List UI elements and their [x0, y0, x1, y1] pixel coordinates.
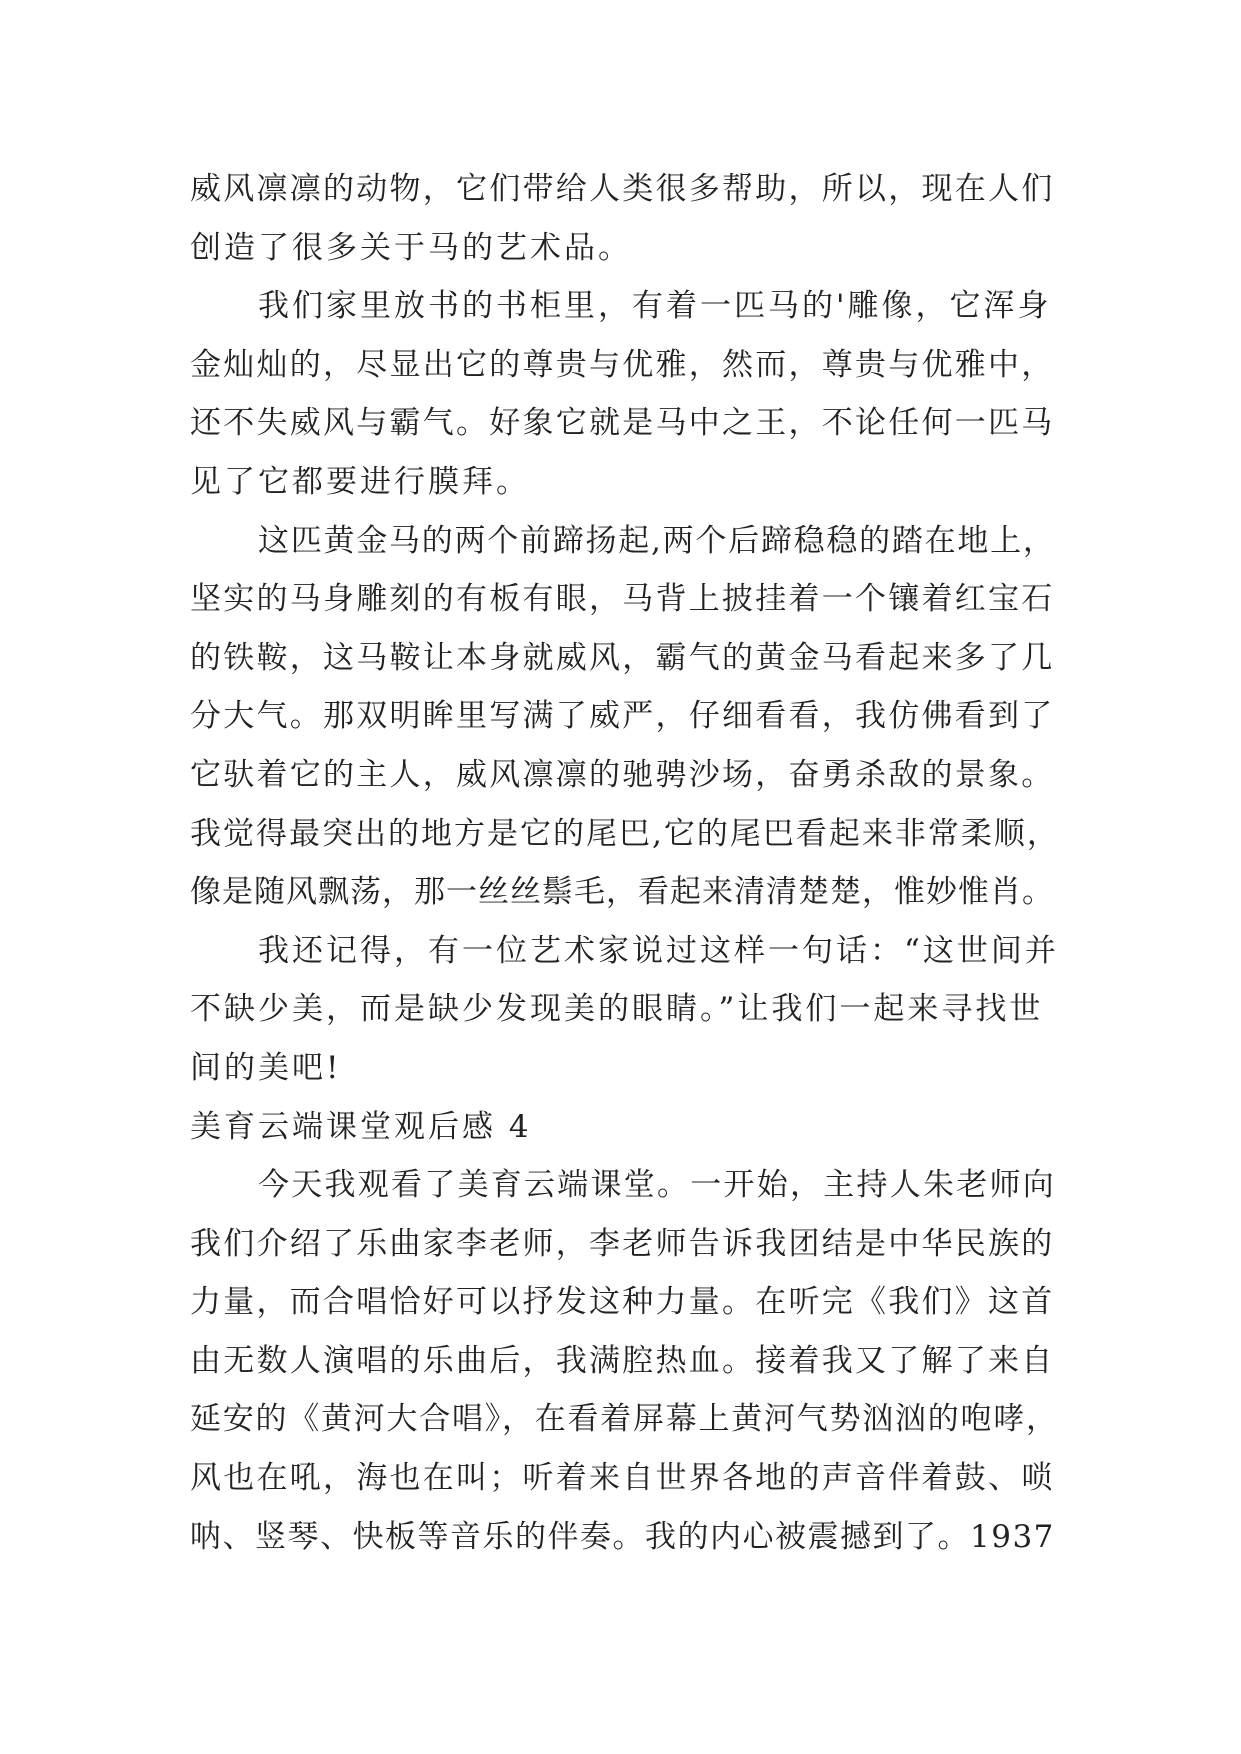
text-line: 见了它都要进行膜拜。 — [190, 463, 530, 500]
text-line: 创造了很多关于马的艺术品。 — [190, 229, 632, 266]
text-line: 威风凛凛的动物，它们带给人类很多帮助，所以，现在人们 — [190, 171, 1055, 207]
section-heading: 美育云端课堂观后感 4 — [190, 1108, 532, 1145]
text-line: 延安的《黄河大合唱》，在看着屏幕上黄河气势汹汹的咆哮， — [190, 1401, 1059, 1438]
document-body — [190, 160, 1060, 1566]
paragraph-start-line: 今天我观看了美育云端课堂。一开始，主持人朱老师向 — [258, 1167, 1056, 1204]
text-line: 金灿灿的，尽显出它的尊贵与优雅，然而，尊贵与优雅中， — [190, 346, 1055, 383]
text-line: 我们介绍了乐曲家李老师，李老师告诉我团结是中华民族的 — [190, 1225, 1055, 1262]
text-line: 不缺少美，而是缺少发现美的眼睛。”让我们一起来寻找世 — [190, 991, 1044, 1028]
text-line: 分大气。那双明眸里写满了威严，仔细看看，我仿佛看到了 — [190, 698, 1055, 735]
text-line: 坚实的马身雕刻的有板有眼，马背上披挂着一个镶着红宝石 — [190, 581, 1055, 618]
text-line: 由无数人演唱的乐曲后，我满腔热血。接着我又了解了来自 — [190, 1342, 1055, 1379]
text-line: 的铁鞍，这马鞍让本身就威风，霸气的黄金马看起来多了几 — [190, 639, 1055, 676]
paragraph-start-line: 我还记得，有一位艺术家说过这样一句话：“这世间并 — [258, 932, 1059, 969]
text-line: 力量，而合唱恰好可以抒发这种力量。在听完《我们》这首 — [190, 1284, 1055, 1321]
text-line: 像是随风飘荡，那一丝丝鬃毛，看起来清清楚楚，惟妙惟肖。 — [190, 874, 1054, 911]
text-line: 我觉得最突出的地方是它的尾巴,它的尾巴看起来非常柔顺， — [190, 815, 1060, 852]
text-line: 风也在吼，海也在叫；听着来自世界各地的声音伴着鼓、唢 — [190, 1460, 1055, 1497]
text-line: 还不失威风与霸气。好象它就是马中之王，不论任何一匹马 — [190, 405, 1055, 442]
text-line: 它驮着它的主人，威风凛凛的驰骋沙场，奋勇杀敌的景象。 — [190, 756, 1055, 793]
paragraph-start-line: 我们家里放书的书柜里，有着一匹马的'雕像，它浑身 — [258, 288, 1052, 325]
text-line: 呐、竖琴、快板等音乐的伴奏。我的内心被震撼到了。1937 — [190, 1518, 1055, 1555]
text-line: 间的美吧! — [190, 1049, 342, 1086]
paragraph-start-line: 这匹黄金马的两个前蹄扬起,两个后蹄稳稳的踏在地上， — [258, 522, 1056, 559]
